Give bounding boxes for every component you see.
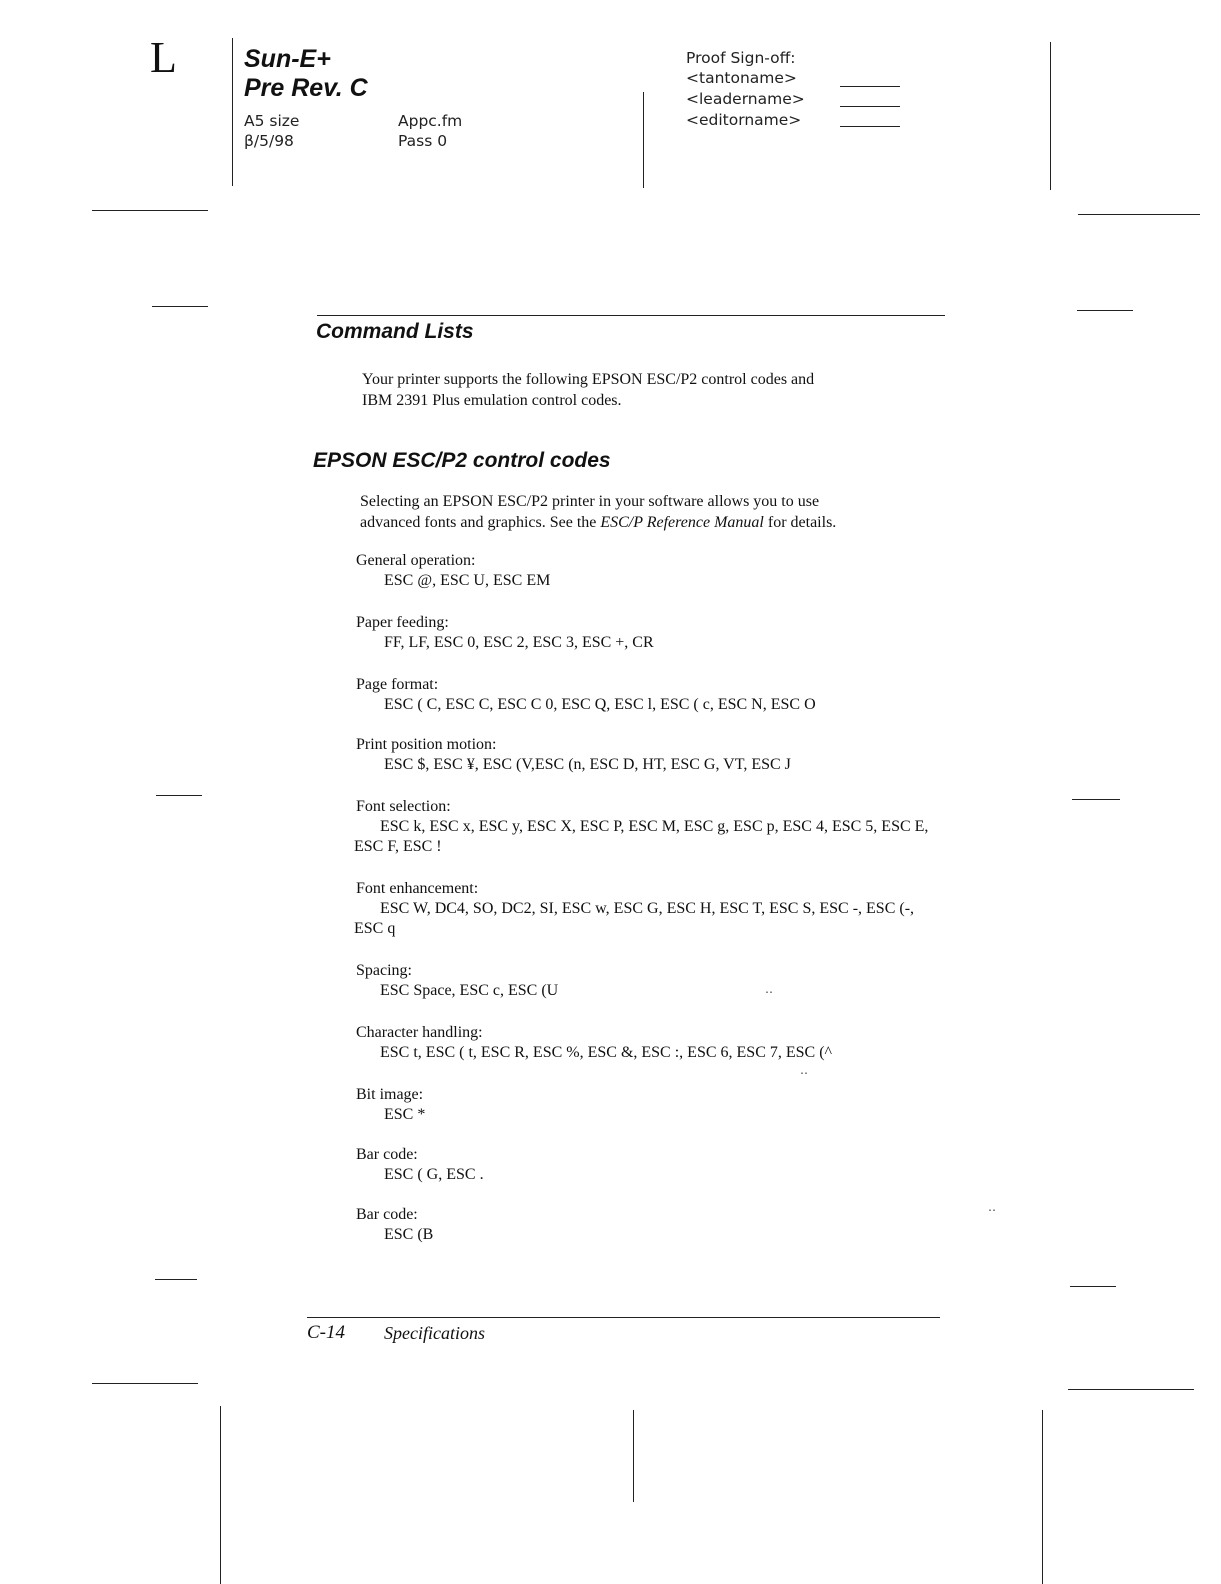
description-text: advanced fonts and graphics. See the xyxy=(360,514,597,531)
group-label: Paper feeding: xyxy=(356,614,449,631)
signoff-name: <leadername> xyxy=(686,90,805,108)
description-paragraph xyxy=(360,491,960,533)
page-number: C-14 xyxy=(307,1322,345,1343)
command-group xyxy=(356,1085,956,1125)
page-size: A5 size xyxy=(244,112,300,130)
command-group xyxy=(356,551,956,591)
command-group xyxy=(356,797,946,857)
date: β/5/98 xyxy=(244,132,294,150)
description-line: Selecting an EPSON ESC/P2 printer in your software allows you to use xyxy=(360,493,820,510)
group-codes: ESC * xyxy=(384,1106,426,1123)
subsection-title: EPSON ESC/P2 control codes xyxy=(313,449,611,472)
intro-line: IBM 2391 Plus emulation control codes. xyxy=(362,392,622,409)
signoff-name: <editorname> xyxy=(686,111,802,129)
group-codes: ESC ( C, ESC C, ESC C 0, ESC Q, ESC l, ESC ( c, ESC N, ESC O xyxy=(384,696,816,713)
group-codes: ESC Space, ESC c, ESC (U xyxy=(380,982,559,999)
group-codes: ESC k, ESC x, ESC y, ESC X, ESC P, ESC M, ESC g, ESC p, ESC 4, ESC 5, ESC E, ESC F, ESC ! xyxy=(354,818,929,855)
group-label: General operation: xyxy=(356,552,476,569)
crop-mark xyxy=(1050,42,1051,190)
group-label: Print position motion: xyxy=(356,736,497,753)
manual-reference: ESC/P Reference Manual xyxy=(600,514,764,531)
job-title-line2: Pre Rev. C xyxy=(244,74,368,102)
section-title: Command Lists xyxy=(316,320,474,343)
crop-mark xyxy=(633,1410,634,1502)
group-label: Bit image: xyxy=(356,1086,424,1103)
group-codes: ESC W, DC4, SO, DC2, SI, ESC w, ESC G, ESC H, ESC T, ESC S, ESC -, ESC (-, ESC q xyxy=(354,900,915,937)
scan-speck: ․․ xyxy=(988,1200,997,1214)
filename: Appc.fm xyxy=(398,112,463,130)
group-label: Font enhancement: xyxy=(356,880,479,897)
group-codes: ESC @, ESC U, ESC EM xyxy=(384,572,551,589)
group-codes: ESC ( G, ESC . xyxy=(384,1166,484,1183)
footer-section-name: Specifications xyxy=(384,1323,485,1343)
group-label: Character handling: xyxy=(356,1024,483,1041)
signoff-name: <tantoname> xyxy=(686,69,797,87)
crop-mark xyxy=(92,210,208,211)
crop-mark xyxy=(1078,214,1200,215)
signoff-line xyxy=(840,126,900,127)
crop-mark xyxy=(1070,1286,1116,1287)
crop-mark xyxy=(155,1279,197,1280)
command-group xyxy=(356,961,956,1001)
group-codes: ESC (B xyxy=(384,1226,434,1243)
command-group xyxy=(356,879,946,939)
command-group xyxy=(356,1145,956,1185)
crop-mark xyxy=(1068,1389,1194,1390)
corner-letter: L xyxy=(150,33,177,82)
signoff-title: Proof Sign-off: xyxy=(686,49,796,67)
group-label: Bar code: xyxy=(356,1146,418,1163)
command-group xyxy=(356,613,956,653)
crop-mark xyxy=(232,38,233,186)
group-codes: ESC t, ESC ( t, ESC R, ESC %, ESC &, ESC :, ESC 6, ESC 7, ESC (^ xyxy=(380,1044,833,1061)
description-text: for details. xyxy=(767,514,837,531)
pass: Pass 0 xyxy=(398,132,448,150)
crop-mark xyxy=(220,1406,221,1584)
command-group xyxy=(356,675,956,715)
intro-paragraph xyxy=(362,369,962,411)
group-label: Bar code: xyxy=(356,1206,418,1223)
group-label: Font selection: xyxy=(356,798,451,815)
group-label: Spacing: xyxy=(356,962,412,979)
command-group xyxy=(356,735,956,775)
footer-rule xyxy=(307,1317,940,1318)
scan-speck: ․․ xyxy=(800,1063,809,1077)
crop-mark xyxy=(643,92,644,188)
crop-mark xyxy=(1042,1410,1043,1584)
command-group xyxy=(356,1023,956,1063)
crop-mark xyxy=(1077,310,1133,311)
scan-speck: ․․ xyxy=(765,982,774,996)
description-line xyxy=(360,512,960,533)
crop-mark xyxy=(152,306,208,307)
signoff-line xyxy=(840,106,900,107)
command-group xyxy=(356,1205,956,1245)
group-codes: ESC $, ESC ¥, ESC (V,ESC (n, ESC D, HT, ESC G, VT, ESC J xyxy=(384,756,791,773)
crop-mark xyxy=(156,795,202,796)
crop-mark xyxy=(1072,799,1120,800)
group-label: Page format: xyxy=(356,676,439,693)
intro-line: Your printer supports the following EPSON ESC/P2 control codes and xyxy=(362,371,815,388)
group-codes: FF, LF, ESC 0, ESC 2, ESC 3, ESC +, CR xyxy=(384,634,654,651)
section-rule xyxy=(317,315,945,316)
job-title-line1: Sun-E+ xyxy=(244,45,331,73)
signoff-line xyxy=(840,86,900,87)
crop-mark xyxy=(92,1383,198,1384)
